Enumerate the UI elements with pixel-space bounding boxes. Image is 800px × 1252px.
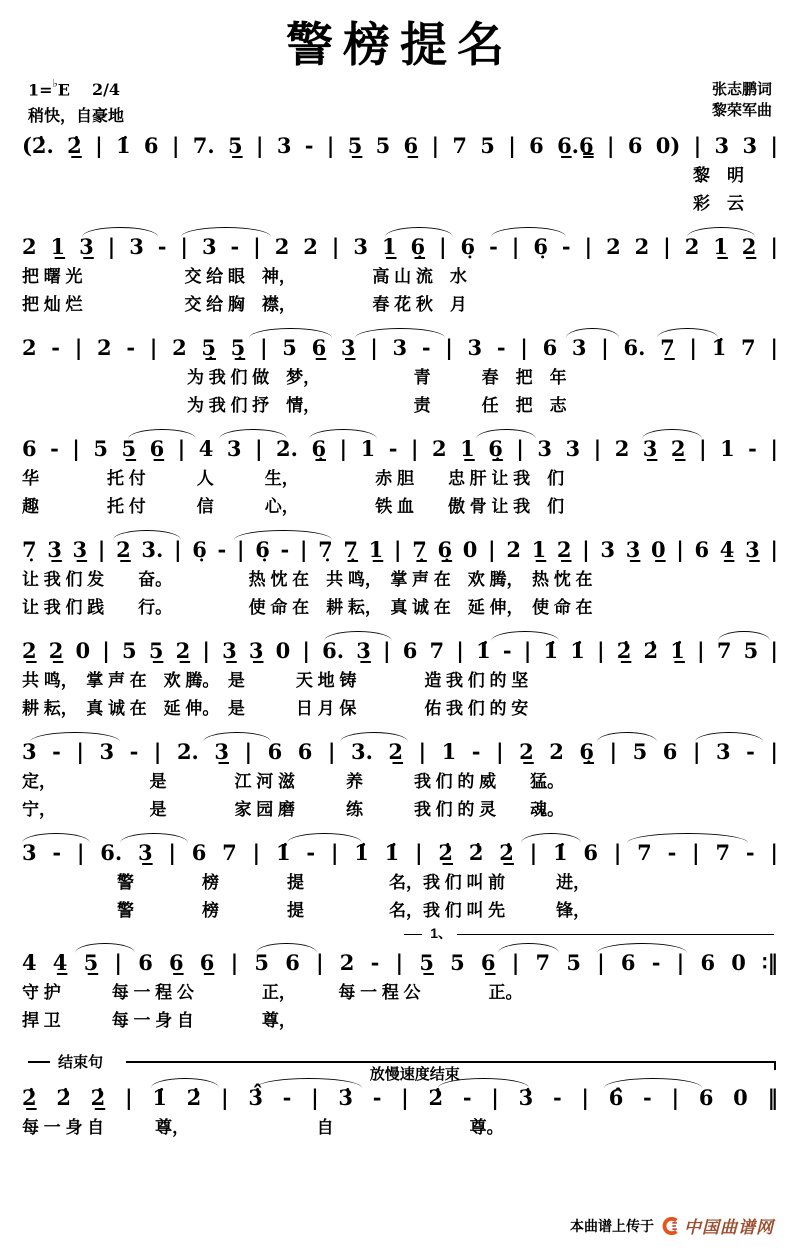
notation-line [22, 1082, 778, 1114]
volta-bracket-line [457, 934, 775, 942]
score-system-3 [22, 332, 778, 420]
slur-arc [597, 732, 657, 742]
score-system-9 [22, 925, 778, 1035]
slur-arc [234, 530, 332, 540]
lyrics-line: 黎 明 [693, 166, 744, 186]
slur-arc [340, 732, 408, 742]
notation-line [22, 332, 778, 364]
score-meta [28, 79, 772, 126]
site-name: 中国曲谱网 [684, 1218, 774, 1237]
score-system-6 [22, 635, 778, 723]
slur-arc [22, 833, 90, 843]
slur-arc [498, 943, 558, 953]
slur-arc [113, 530, 181, 540]
key-note: E [57, 80, 70, 100]
slur-arc [219, 429, 287, 439]
notation-line [22, 433, 778, 465]
notation-text: 2̲̇ 2̇ 2̲̇ | 1̇ 2̇ | 3̇̂ - | 3̇ - | 2̇ - | 3̇ - | 6̂ - | 6 0 ‖ [22, 1085, 778, 1111]
slur-arc [657, 328, 717, 338]
score-system-8 [22, 837, 778, 925]
time-signature: 2/4 [91, 80, 121, 100]
key-signature [28, 79, 124, 99]
lyrics-line: 宁， 是 家 园 磨 练 我 们 的 灵 魂。 [22, 800, 565, 820]
slur-arc [30, 732, 121, 742]
volta-label: 1、 [430, 925, 453, 942]
lyrics-line: 每 一 身 自 尊， 自 尊。 [22, 1118, 504, 1138]
composer-credit: 黎荣军曲 [711, 102, 772, 119]
watermark [570, 1213, 774, 1238]
lyrics-line: 为 我 们 抒 情， 责 任 把 志 [187, 396, 567, 416]
notation-text: 2̲ 2̲ 0 | 5 5̲ 2̲ | 3̲ 3̲ 0 | 6. 3̲ | 6 7 | 1̇ - | 1̇ 1̇ | 2̲̇ 2̇ 1̲̇ | 7 5 | [22, 638, 778, 664]
lyrics-line: 守 护 每 一 程 公 正， 每 一 程 公 正。 [22, 983, 523, 1003]
notation-line [22, 231, 778, 263]
lyrics-line: 警 榜 提 名，我 们 叫 前 进， [117, 873, 591, 893]
slur-arc [566, 328, 619, 338]
song-title: 警榜提名 [286, 18, 514, 71]
lyrics-line: 把 曙 光 交 给 眼 神， 高 山 流 水 [22, 267, 467, 287]
score-system-7 [22, 736, 778, 824]
notation-text: (2̇. 2̲̇ | 1̇ 6 | 7. 5̲ | 3 - | 5̲ 5 6̲ | 7 5 | 6 6̲.6̳ | 6 0) | 3 3 | [22, 133, 778, 159]
score-system-1 [22, 130, 778, 218]
lyrics-line: 共 鸣， 掌 声 在 欢 腾。 是 天 地 铸 造 我 们 的 坚 [22, 671, 529, 691]
slur-arc [687, 227, 755, 237]
lyricist-credit: 张志鹏词 [711, 81, 772, 98]
slur-arc [309, 429, 377, 439]
lyrics-line: 让 我 们 践 行。 使 命 在 耕 耘， 真 诚 在 延 伸， 使 命 在 [22, 598, 593, 618]
ending-bracket-tick [774, 1061, 776, 1070]
notation-line [22, 130, 778, 162]
slur-arc [476, 429, 536, 439]
score-system-10 [22, 1048, 778, 1142]
notation-text: 3 - | 3 - | 2. 3̲ | 6 6 | 3. 2̲ | 1 - | 2̲ 2 6̲̣ | 5 6 | 3 - | [22, 739, 778, 765]
slur-arc [256, 943, 316, 953]
notation-line [22, 635, 778, 667]
notation-text: 2 - | 2 - | 2 5̲̣ 5̲̣ | 5 6̲ 3̲ | 3 - | 3 - | 6 3 | 6. 7̲ | 1̇ 7 | [22, 335, 778, 361]
slur-arc [718, 631, 771, 641]
key-prefix: 1= [28, 80, 53, 100]
score-system-2 [22, 231, 778, 319]
score-systems [22, 130, 778, 1142]
slur-arc [627, 833, 748, 843]
ending-annotations [22, 1048, 778, 1084]
notation-text: 4 4̲ 5̲ | 6 6̲ 6̲ | 5 6 | 2 - | 5̲ 5 6̲ | 7 5 | 6 - | 6 0 ∶‖ [22, 950, 778, 976]
ritardando-label: 放慢速度结束 [369, 1066, 460, 1084]
lyrics-line: 把 灿 烂 交 给 胸 襟， 春 花 秋 月 [22, 295, 467, 315]
slur-arc [151, 1078, 219, 1088]
key-tempo-block [28, 79, 124, 126]
notation-line [22, 925, 778, 979]
slur-arc [249, 328, 332, 338]
slur-arc [355, 328, 446, 338]
slur-arc [120, 833, 188, 843]
upload-text: 本曲谱上传于 [570, 1217, 654, 1234]
lyrics-line: 捍 卫 每 一 身 自 尊， [22, 1011, 296, 1031]
slur-arc [181, 227, 272, 237]
tempo-marking: 稍快，自豪地 [28, 108, 125, 126]
notation-line [22, 736, 778, 768]
slur-arc [491, 631, 559, 641]
slur-arc [256, 1078, 362, 1088]
notation-text: 6 - | 5 5̲ 6̲ | 4 3 | 2. 6̲̣ | 1 - | 2 1̲ 6̲̣ | 3 3 | 2 3̲ 2̲ | 1 - | [22, 436, 778, 462]
slur-arc [82, 227, 158, 237]
slur-arc [324, 631, 392, 641]
credits-block [712, 79, 772, 121]
lyrics-line: 警 榜 提 名，我 们 叫 先 锋， [117, 901, 591, 921]
lyrics-line: 趣 托 付 信 心， 铁 血 傲 骨 让 我 们 [22, 497, 565, 517]
slur-arc [287, 833, 363, 843]
notation-text: 7̣ 3̲ 3̲ | 2̲ 3. | 6̣ - | 6̣ - | 7̣ 7̲̣ 1̲ | 7̲̣ 6̲̣ 0 | 2 1̲ 2̲ | 3 3̲ 0̲ | 6 4̲ 3̲ | [22, 537, 778, 563]
slur-arc [75, 943, 135, 953]
lyrics-line: 为 我 们 做 梦， 青 春 把 年 [187, 368, 567, 388]
ending-phrase-label: 结束句 [58, 1054, 104, 1072]
score-system-5 [22, 534, 778, 622]
ending-dash [28, 1061, 50, 1063]
notation-text: 2 1̲ 3̲ | 3 - | 3 - | 2 2 | 3 1̲ 6̲̣ | 6̣ - | 6̣ - | 2 2 | 2 1̲ 2̲ | [22, 234, 778, 260]
lyrics-line: 华 托 付 人 生， 赤 胆 忠 肝 让 我 们 [22, 469, 565, 489]
slur-arc [491, 227, 567, 237]
notation-line [22, 534, 778, 566]
slur-arc [203, 732, 271, 742]
slur-arc [521, 833, 581, 843]
notation-text: 3 - | 6. 3̲ | 6 7 | 1̇ - | 1̇ 1̇ | 2̲̇ 2̇ 2̲̇ | 1̇ 6 | 7 - | 7 - | [22, 840, 778, 866]
slur-arc [604, 1078, 702, 1088]
slur-arc [385, 227, 453, 237]
slur-arc [642, 429, 702, 439]
lyrics-line: 让 我 们 发 奋。 热 忱 在 共 鸣， 掌 声 在 欢 腾， 热 忱 在 [22, 570, 593, 590]
lyrics-line: 耕 耘， 真 诚 在 延 伸。 是 日 月 保 佑 我 们 的 安 [22, 699, 529, 719]
slur-arc [438, 1078, 529, 1088]
score-system-4 [22, 433, 778, 521]
lyrics-line: 定， 是 江 河 滋 养 我 们 的 威 猛。 [22, 772, 565, 792]
volta-bracket-dash [404, 934, 422, 935]
notation-line [22, 837, 778, 869]
lyrics-line: 彩 云 [693, 194, 744, 214]
site-logo-icon [662, 1217, 680, 1235]
flat-accidental: ♭ [52, 77, 58, 90]
slur-arc [695, 732, 763, 742]
slur-arc [128, 429, 196, 439]
slur-arc [597, 943, 688, 953]
